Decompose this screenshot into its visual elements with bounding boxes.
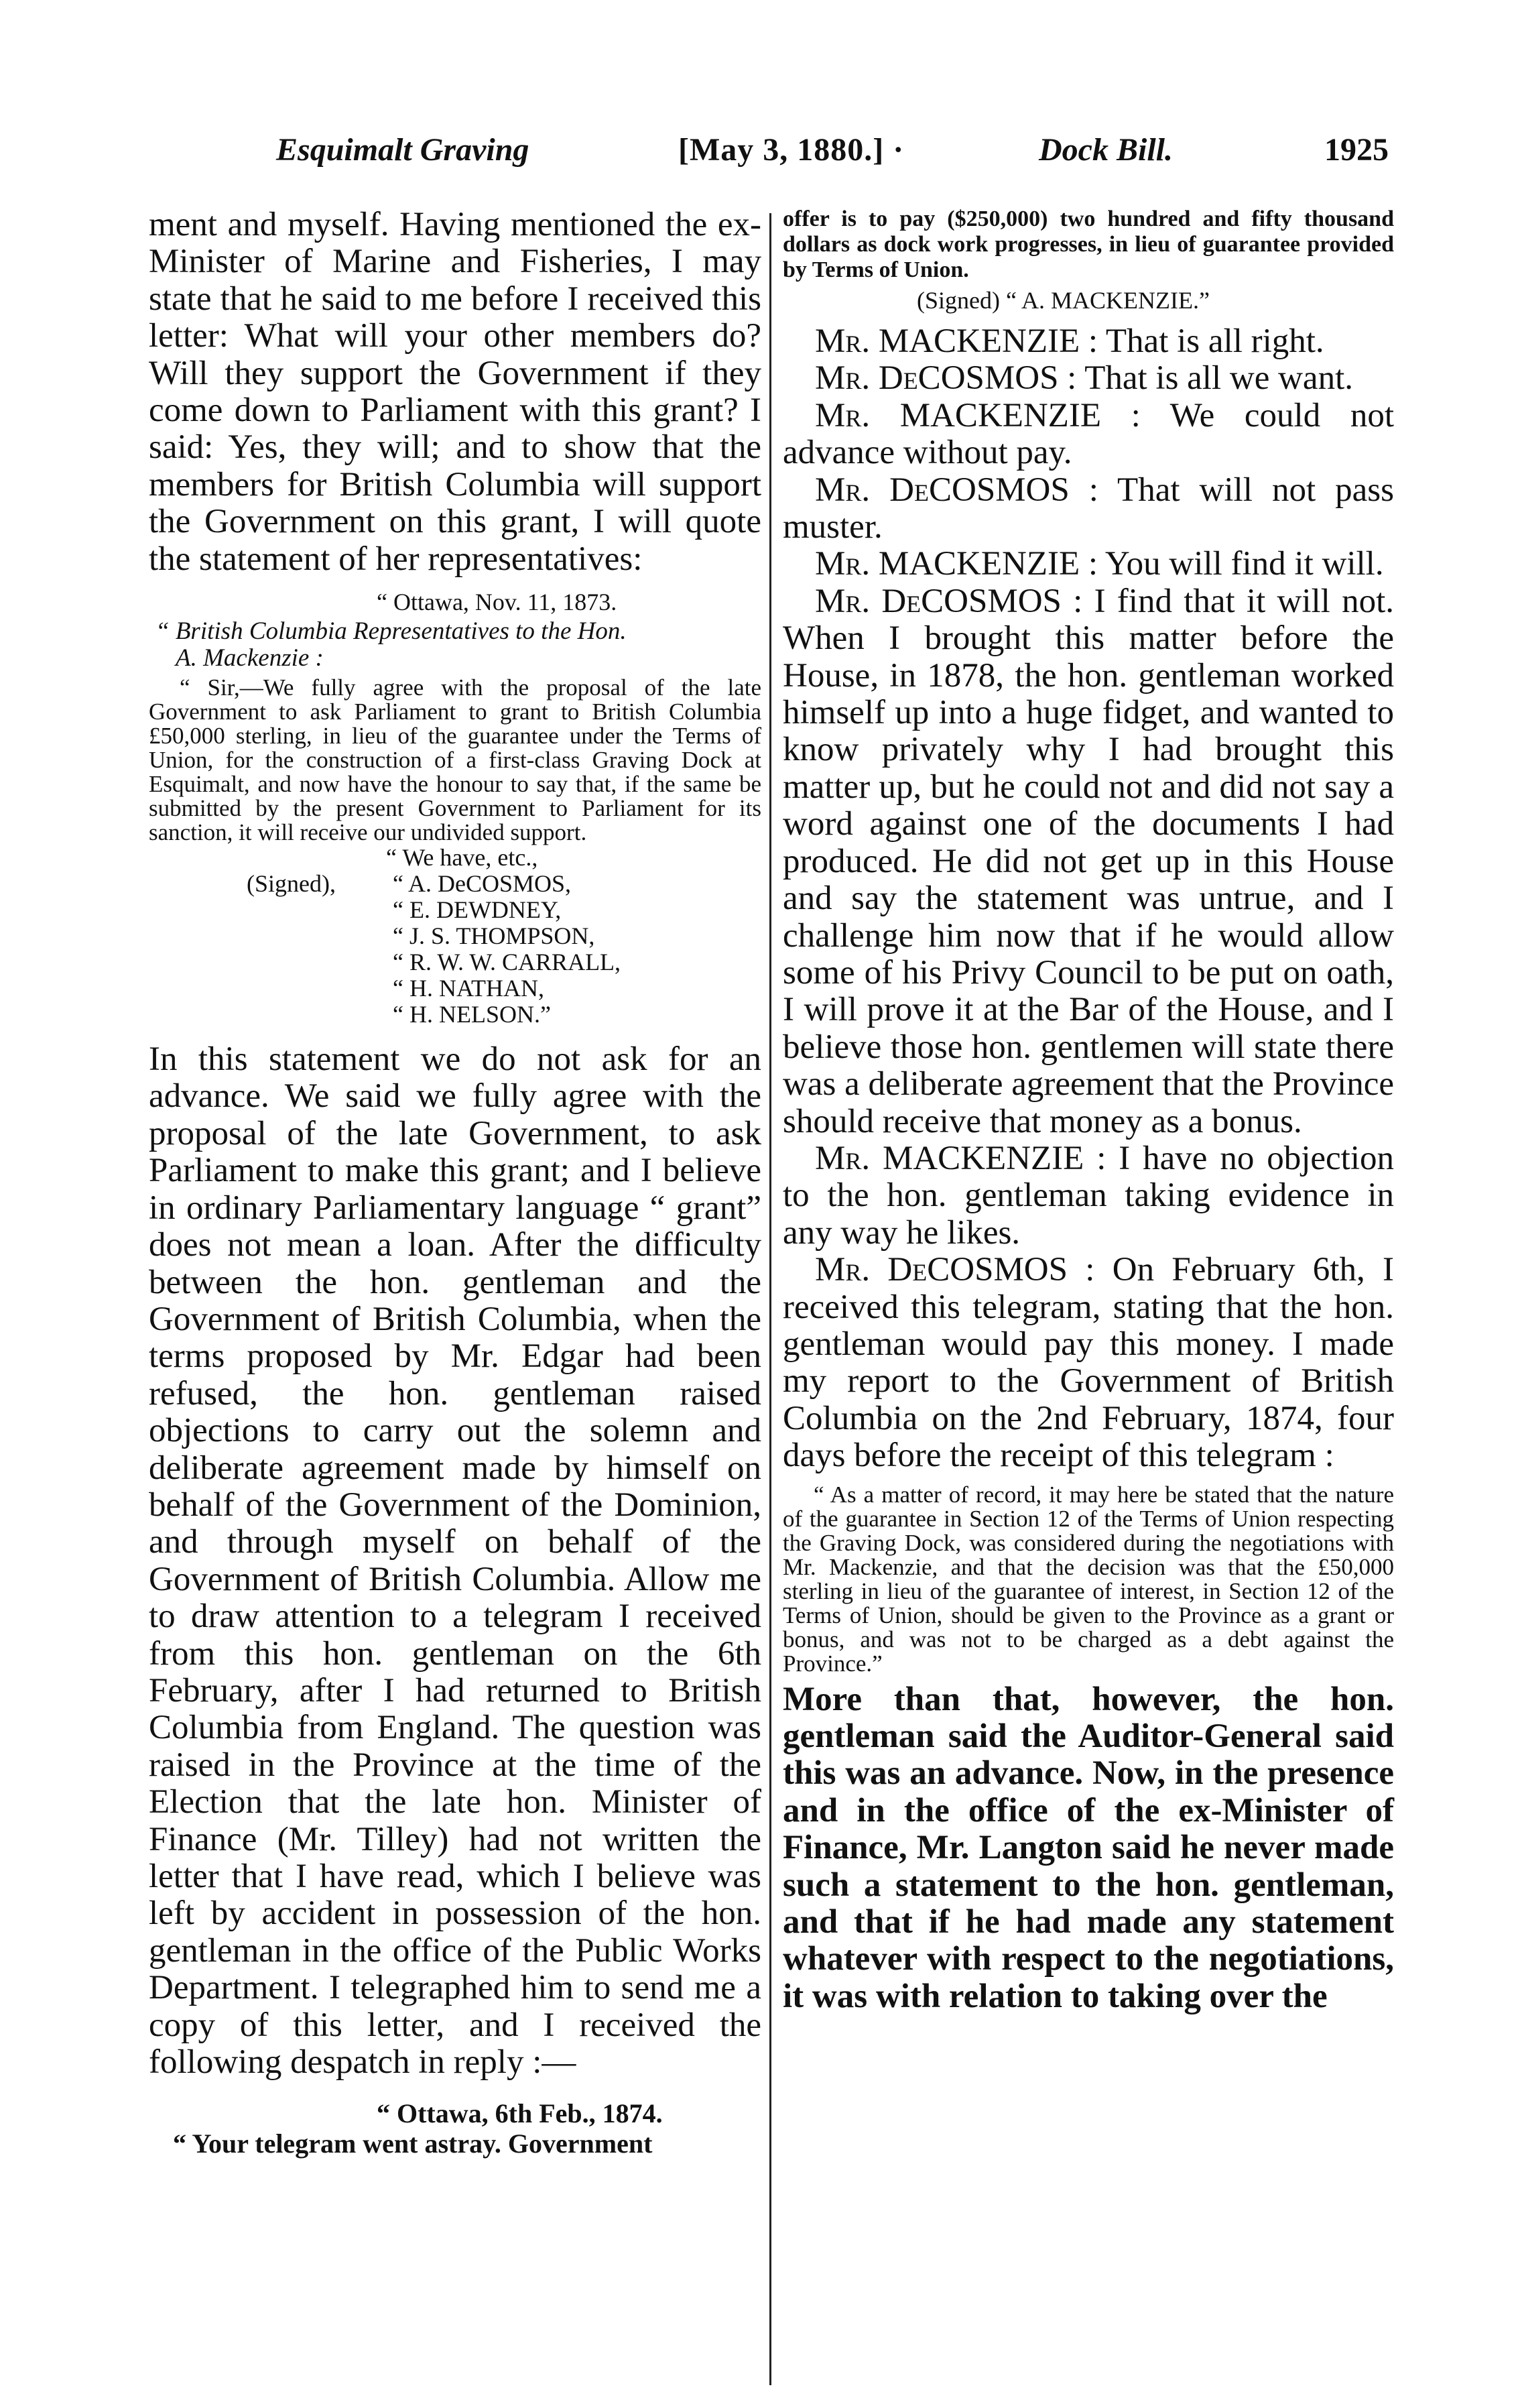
telegram-dateline: “ Ottawa, 6th Feb., 1874. <box>377 2098 663 2129</box>
letter-body: “ Sir,—We fully agree with the proposal of the late Government to ask Parliament to grant to British Columbia £50,000 sterling, in lieu of the guarantee under the Terms of Union, for the construction of a first-class Graving Dock at Esquimalt, and now have the honour to say that, if the same be submitted by the present Government to Parliament for its sanction, it will receive our undivided support. <box>149 674 761 846</box>
speaker-name: Mr. MACKENZIE : <box>815 396 1141 434</box>
speech-text: That is all we want. <box>1076 359 1353 398</box>
speech-paragraph <box>783 472 1394 546</box>
running-head-left: Esquimalt Graving <box>276 132 529 168</box>
signatory: “ E. DEWDNEY, <box>393 896 562 924</box>
paragraph-final: More than that, however, the hon. gentleman said the Auditor-General said this was an advance. Now, in the presence and in the office of the ex-Minister of Finance, Mr. Langton said he never made such a statement to the hon. gentleman, and that if he had made any statement whatever with respect to the negotiations, it was with relation to taking over the <box>783 1680 1394 2015</box>
signatory: “ R. W. W. CARRALL, <box>393 949 621 976</box>
signatory: “ H. NELSON.” <box>393 1001 551 1028</box>
page-number: 1925 <box>1324 132 1389 168</box>
speaker-name: Mr. MACKENZIE : <box>815 322 1098 360</box>
speaker-name: Mr. DeCOSMOS : <box>815 471 1098 509</box>
letter-closing: “ We have, etc., <box>386 844 538 871</box>
speaker-name: Mr. DeCOSMOS : <box>815 359 1077 398</box>
speech-paragraph <box>783 1140 1394 1252</box>
letter-address-line2: A. Mackenzie : <box>176 644 324 672</box>
speech-paragraph <box>783 583 1394 1140</box>
paragraph-statement: In this statement we do not ask for an advance. We said we fully agree with the proposal of the late Government, to ask Parliament to make this grant; and I believe in ordinary Parliamentary language “ grant” does not mean a loan. After the difficulty between the hon. gentleman and the Government of British Columbia, when the terms proposed by Mr. Edgar had been refused, the hon. gentleman raised objections to carry out the solemn and deliberate agreement made by himself on behalf of the Government of the Dominion, and through myself on behalf of the Government of British Columbia. Allow me to draw attention to a telegram I received from this hon. gentleman on the 6th February, after I had returned to British Columbia from England. The question was raised in the Province at the time of the Election that the late hon. Minister of Finance (Mr. Tilley) had not written the letter that I have read, which I believe was left by accident in possession of the hon. gentleman in the office of the Public Works Department. I telegraphed him to send me a copy of this letter, and I received the following despatch in reply :— <box>149 1040 761 2082</box>
speech-text: I find that it will not. When I brought this matter before the House, in 1878, the hon. gentleman worked himself up into a huge fidget, and wanted to know privately why I had brought this matter up, but he could not and did not say a word against one of the documents I had produced. He did not get up in this House and say the statement was untrue, and I challenge him now that if he would allow some of his Privy Council to be put on oath, I will prove it at the Bar of the House, and I believe those hon. gentlemen will state there was a deliberate agreement that the Province should receive that money as a bonus. <box>783 582 1394 1140</box>
speech-paragraph <box>783 398 1394 472</box>
speech-text: That will not pass muster. <box>783 471 1394 546</box>
debate-exchanges <box>783 323 1394 1475</box>
speaker-name: Mr. DeCOSMOS : <box>815 1251 1095 1289</box>
telegram-signature: (Signed) “ A. MACKENZIE.” <box>917 287 1210 314</box>
speech-text: That is all right. <box>1098 322 1324 360</box>
speaker-name: Mr. MACKENZIE : <box>815 1139 1106 1177</box>
speech-text: We could not advance without pay. <box>783 396 1395 472</box>
paragraph-opening: ment and myself. Having mentioned the ex-Minister of Marine and Fisheries, I may state that he said to me before I received this letter: What will your other members do? Will they support the Government if they come down to Parliament with this grant? I said: Yes, they will; and to show that the members for British Columbia will support the Government on this grant, I will quote the statement of her representatives: <box>149 206 761 578</box>
speech-text: On February 6th, I received this telegram, stating that the hon. gentleman would pay this money. I made my report to the Government of British Columbia on the 2nd February, 1874, four days before the receipt of this telegram : <box>783 1251 1394 1475</box>
signatory: “ H. NATHAN, <box>393 975 544 1002</box>
left-column <box>149 206 761 2159</box>
signatory-block <box>149 871 761 1028</box>
speech-paragraph <box>783 323 1394 360</box>
letter-address-line1: “ British Columbia Representatives to the Hon. <box>155 617 627 646</box>
speech-paragraph <box>783 546 1394 583</box>
speaker-name: Mr. MACKENZIE : <box>815 545 1098 583</box>
running-head-date: [May 3, 1880.] · <box>678 132 905 168</box>
record-quote: “ As a matter of record, it may here be stated that the nature of the guarantee in Section 12 of the Terms of Union respecting the Graving Dock, was considered during the negotiations with Mr. Mackenzie, and that the decision was that the £50,000 sterling in lieu of the guarantee of interest, in Section 12 of the Terms of Union, should be given to the Province as a grant or bonus, and was not to be charged as a debt against the Province.” <box>783 1481 1394 1677</box>
column-divider <box>769 213 771 2385</box>
speech-paragraph <box>783 1252 1394 1474</box>
running-head-right: Dock Bill. <box>1039 132 1173 168</box>
speech-text: I have no objection to the hon. gentleman taking evidence in any way he likes. <box>783 1139 1394 1252</box>
signed-label: (Signed), <box>247 870 336 898</box>
telegram-text: “ Your telegram went astray. Government <box>173 2128 653 2159</box>
telegram-continuation: offer is to pay ($250,000) two hundred and fifty thousand dollars as dock work progresses, in lieu of guarantee provided by Terms of Union. <box>783 206 1394 282</box>
speaker-name: Mr. DeCOSMOS : <box>815 582 1083 620</box>
speech-paragraph <box>783 360 1394 397</box>
right-column <box>783 206 1394 2015</box>
signatory: “ A. DeCOSMOS, <box>393 870 572 898</box>
speech-text: You will find it will. <box>1098 545 1384 583</box>
signatory: “ J. S. THOMPSON, <box>393 922 595 950</box>
letter-dateline: “ Ottawa, Nov. 11, 1873. <box>377 589 617 616</box>
